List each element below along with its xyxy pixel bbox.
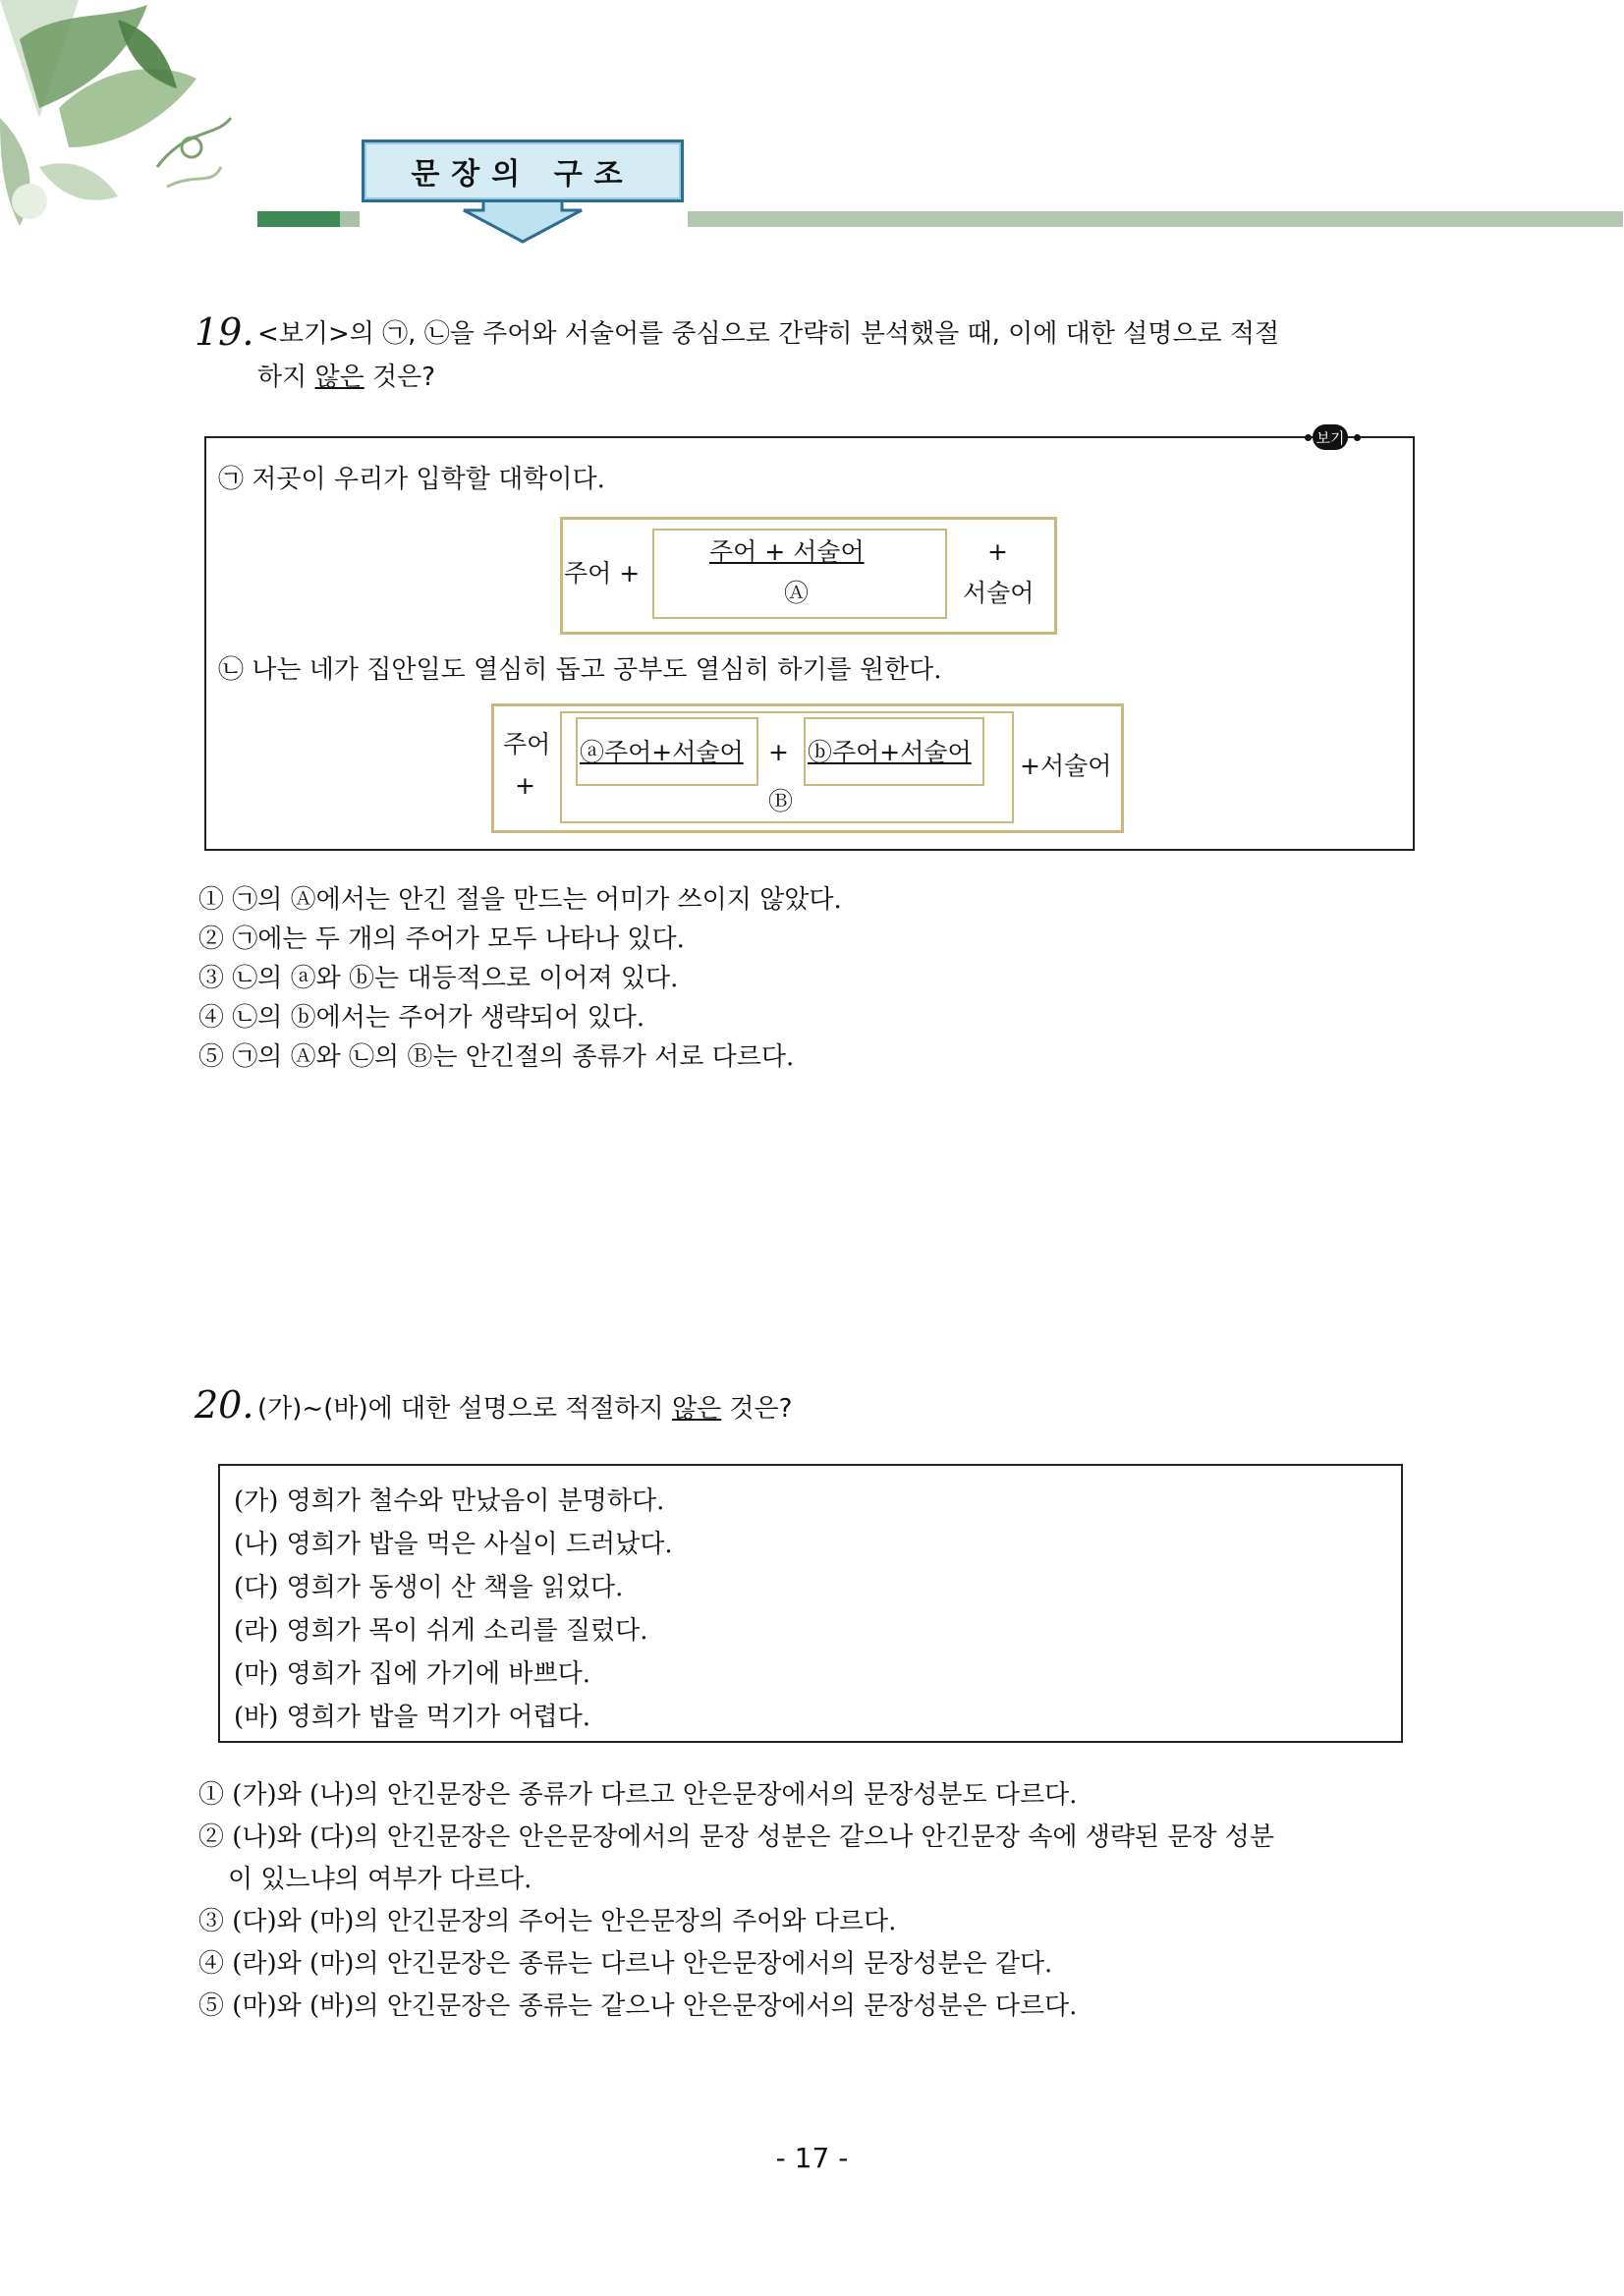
example-sentence: ㉡ 나는 네가 집안일도 열심히 돕고 공부도 열심히 하기를 원한다. xyxy=(218,655,942,685)
question-number: 19. xyxy=(195,310,254,354)
section-title: 문장의 구조 xyxy=(362,140,684,202)
answer-option[interactable]: ④ (라)와 (마)의 안긴문장은 종류는 다르나 안은문장에서의 문장성분은 같다. xyxy=(198,1949,1053,1979)
header-bar-dark xyxy=(257,211,340,227)
example-sentence: (가) 영희가 철수와 만났음이 분명하다. xyxy=(234,1486,665,1516)
diagram-plus: + xyxy=(515,771,535,800)
bogi-dot xyxy=(1354,434,1361,441)
diagram-subject: 주어 xyxy=(503,730,551,758)
example-sentence: (나) 영희가 밥을 먹은 사실이 드러났다. xyxy=(234,1530,673,1559)
example-sentence: ㉠ 저곳이 우리가 입학할 대학이다. xyxy=(218,465,605,494)
answer-option[interactable]: ⑤ (마)와 (바)의 안긴문장은 종류는 같으나 안은문장에서의 문장성분은 다르다. xyxy=(198,1991,1078,2021)
clause-b: ⓑ주어+서술어 xyxy=(808,738,972,766)
diagram-predicate: 서술어 xyxy=(963,579,1035,607)
diagram-plus: + xyxy=(768,738,789,766)
page-number: - 17 - xyxy=(775,2142,849,2174)
example-sentence: (마) 영희가 집에 가기에 바쁘다. xyxy=(234,1659,591,1689)
answer-options xyxy=(198,1774,1274,2028)
answer-option[interactable]: ① ㉠의 Ⓐ에서는 안긴 절을 만드는 어미가 쓰이지 않았다. xyxy=(198,885,842,915)
answer-option[interactable]: ④ ㉡의 ⓑ에서는 주어가 생략되어 있다. xyxy=(198,1003,645,1033)
answer-option[interactable]: ⑤ ㉠의 Ⓐ와 ㉡의 Ⓑ는 안긴절의 종류가 서로 다르다. xyxy=(198,1042,795,1072)
question-number: 20. xyxy=(195,1383,254,1427)
embedded-clause: 주어 + 서술어 xyxy=(709,537,865,566)
clause-a: ⓐ주어+서술어 xyxy=(580,738,744,766)
leaf-decoration xyxy=(0,0,255,236)
answer-option[interactable]: ① (가)와 (나)의 안긴문장은 종류가 다르고 안은문장에서의 문장성분도 다르다. xyxy=(198,1780,1078,1810)
question-prompt: 하지 않은 것은? xyxy=(257,363,436,392)
header-bar-light xyxy=(688,211,1623,227)
clause-marker: Ⓐ xyxy=(784,579,810,607)
header-bar-light xyxy=(340,211,360,227)
question-prompt: <보기>의 ㉠, ㉡을 주어와 서술어를 중심으로 간략히 분석했을 때, 이에 대한 설명으로 적절 xyxy=(257,319,1280,349)
clause-marker: Ⓑ xyxy=(768,787,794,815)
diagram-predicate: +서술어 xyxy=(1020,752,1112,780)
question-prompt: (가)~(바)에 대한 설명으로 적절하지 않은 것은? xyxy=(257,1394,793,1424)
diagram-subject: 주어 + xyxy=(564,559,641,588)
example-sentence: (바) 영희가 밥을 먹기가 어렵다. xyxy=(234,1703,591,1732)
answer-option[interactable]: ③ ㉡의 ⓐ와 ⓑ는 대등적으로 이어져 있다. xyxy=(198,964,679,993)
answer-options xyxy=(198,880,842,1077)
answer-option[interactable]: ② ㉠에는 두 개의 주어가 모두 나타나 있다. xyxy=(198,924,685,954)
answer-option[interactable]: ③ (다)와 (마)의 안긴문장의 주어는 안은문장의 주어와 다르다. xyxy=(198,1907,897,1936)
answer-option-continuation: 이 있느냐의 여부가 다르다. xyxy=(228,1865,532,1894)
answer-option[interactable]: ② (나)와 (다)의 안긴문장은 안은문장에서의 문장 성분은 같으나 안긴문장 속에 생략된 문장 성분 xyxy=(198,1822,1275,1852)
example-sentences xyxy=(234,1480,673,1739)
diagram-plus: + xyxy=(987,537,1008,566)
arrow-down-icon xyxy=(462,200,584,244)
example-sentence: (라) 영희가 목이 쉬게 소리를 질렀다. xyxy=(234,1616,648,1646)
bogi-badge: 보기 xyxy=(1313,424,1348,450)
bogi-dot xyxy=(1305,434,1312,441)
example-sentence: (다) 영희가 동생이 산 책을 읽었다. xyxy=(234,1573,624,1602)
